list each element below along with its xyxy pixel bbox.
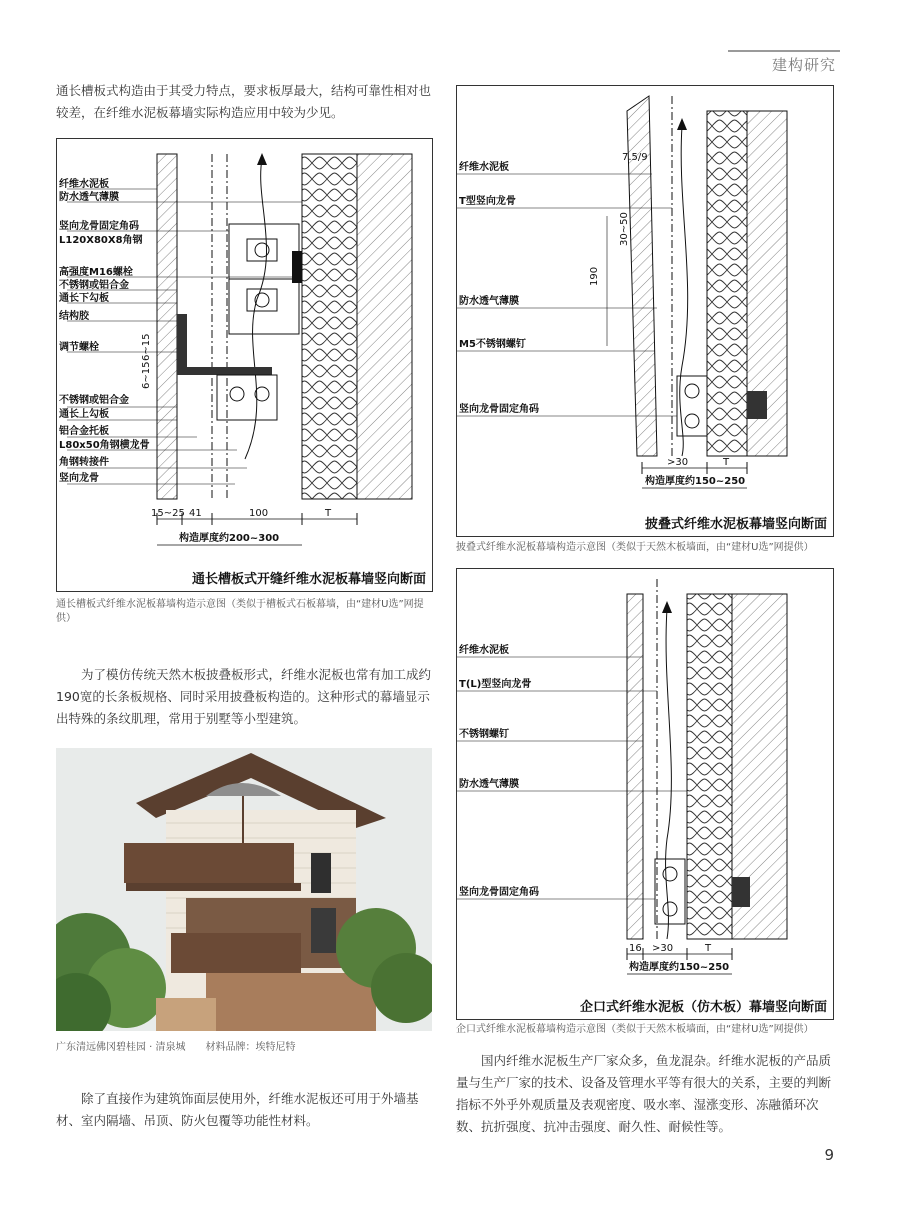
anchor-block (292, 251, 302, 283)
paragraph-lap-board: 为了模仿传统天然木板披叠板形式，纤维水泥板也常有加工成约190宽的长条板规格、同时采用披叠板构造的。这种形式的幕墙显示出特殊的条纹肌理，常用于别墅等小型建筑。 (56, 667, 432, 726)
support-plate (177, 367, 272, 375)
panel-layer (627, 594, 643, 939)
fig3-dim: >30 (652, 943, 674, 954)
figure1-title: 通长槽板式开缝纤维水泥板幕墙竖向断面 (191, 572, 426, 587)
fig1-side-dim: 6~15 (141, 333, 152, 361)
figure3-caption: 企口式纤维水泥板幕墙构造示意图（类似于天然木板墙面，由“建材U选”网提供） (456, 1024, 814, 1035)
bolt-icon (255, 387, 269, 401)
fig3-dim: 16 (629, 943, 642, 954)
paragraph-other-uses: 除了直接作为建筑饰面层使用外，纤维水泥板还可用于外墙基材、室内隔墙、吊顶、防火包覆等功能性材料。 (56, 1091, 419, 1128)
intro-paragraph: 通长槽板式构造由于其受力特点，要求板厚最大，结构可靠性相对也较差，在纤维水泥板幕墙实际构造应用中较为少见。 (56, 83, 432, 120)
fig1-label: 铝合金托板 (59, 426, 109, 437)
figure-trough-panel-section (56, 138, 433, 592)
villa-photo (56, 748, 432, 1031)
fig1-label: 结构胶 (59, 311, 89, 322)
fig2-label: 纤维水泥板 (459, 162, 509, 173)
fig1-side-dim: 6~15 (141, 361, 152, 389)
fig2-label: M5不锈钢螺钉 (459, 339, 526, 350)
fig1-label: 调节螺栓 (59, 342, 99, 353)
fig3-label: 竖向龙骨固定角码 (459, 887, 539, 898)
fig1-label: 不锈钢或铝合金 (59, 280, 129, 291)
wall-layer (357, 154, 412, 499)
fig1-dim: 100 (249, 508, 269, 519)
fig1-label: 防水透气薄膜 (59, 192, 119, 203)
bolt-icon (685, 414, 699, 428)
fig2-total: 构造厚度约150~250 (645, 476, 746, 487)
figure3-drawing (457, 569, 833, 1019)
fig1-label: 不锈钢或铝合金 (59, 395, 129, 406)
fig1-total: 构造厚度约200~300 (179, 533, 280, 544)
fig3-label: 防水透气薄膜 (459, 779, 519, 790)
fixing-bracket (655, 859, 685, 924)
arrow-head (257, 153, 267, 165)
lap-panels (627, 96, 657, 456)
fig2-label: 竖向龙骨固定角码 (459, 404, 539, 415)
section-tag: 建构研究 (768, 50, 840, 77)
fig1-dim: 15~25 (151, 508, 185, 519)
fig1-label: L120X80X8角钢 (59, 235, 143, 246)
fig1-label: 通长上勾板 (59, 409, 109, 420)
panel-layer (157, 154, 177, 499)
upper-hook (177, 314, 187, 374)
fig3-label: T(L)型竖向龙骨 (459, 679, 532, 690)
fig2-dim: >30 (667, 457, 689, 468)
figure2-title: 披叠式纤维水泥板幕墙竖向断面 (644, 517, 827, 532)
fig1-dim: 41 (189, 508, 202, 519)
paragraph-quality: 国内纤维水泥板生产厂家众多，鱼龙混杂。纤维水泥板的产品质量与生产厂家的技术、设备及管理水平等有很大的关系，主要的判断指标不外乎外观质量及表观密度、吸水率、湿涨变形、冻融循环次数、抗折强度、抗冲击强度、耐久性、耐候性等。 (456, 1053, 832, 1134)
figure2-drawing (457, 86, 833, 536)
photo-caption: 广东清远佛冈碧桂园 · 清泉城 材料品牌：埃特尼特 (56, 1042, 296, 1053)
bolt-icon (663, 867, 677, 881)
fig3-label: 不锈钢螺钉 (459, 729, 509, 740)
figure-tongue-groove-section (456, 568, 834, 1020)
figure-lap-panel-section (456, 85, 834, 537)
fig1-label: 竖向龙骨 (59, 473, 99, 484)
fig1-label: 角钢转接件 (59, 457, 109, 468)
fig3-dim: T (705, 943, 712, 954)
villa-illustration (56, 748, 432, 1031)
fig1-label: 竖向龙骨固定角码 (59, 221, 139, 232)
fixing-bracket (677, 376, 707, 436)
fig1-label: 通长下勾板 (59, 293, 109, 304)
fig2-dim: 7.5/9 (622, 152, 648, 163)
fig1-dim: T (325, 508, 332, 519)
page-number: 9 (824, 1146, 834, 1164)
fig2-label: 防水透气薄膜 (459, 296, 519, 307)
bracket-plate-top (229, 224, 299, 279)
airflow-arrow (245, 159, 267, 459)
fig1-label: 纤维水泥板 (59, 179, 109, 190)
figure3-title: 企口式纤维水泥板（仿木板）幕墙竖向断面 (579, 1000, 827, 1015)
fig2-label: T型竖向龙骨 (459, 196, 516, 207)
bolt-icon (230, 387, 244, 401)
bolt-icon (685, 384, 699, 398)
fig1-label: 高强度M16螺栓 (59, 267, 133, 278)
fig3-total: 构造厚度约150~250 (629, 962, 730, 973)
fig1-label: L80x50角钢横龙骨 (59, 440, 150, 451)
fig2-dim: T (723, 457, 730, 468)
figure1-drawing (57, 139, 432, 591)
fig2-dim: 30~50 (619, 212, 630, 246)
insulation-layer (687, 594, 732, 939)
insulation-layer (707, 111, 747, 456)
fig2-dim: 190 (589, 266, 600, 286)
insulation-layer (302, 154, 357, 499)
figure1-caption: 通长槽板式纤维水泥板幕墙构造示意图（类似于槽板式石板幕墙，由“建材U选”网提供） (56, 599, 424, 624)
bolt-icon (663, 902, 677, 916)
figure2-caption: 披叠式纤维水泥板幕墙构造示意图（类似于天然木板墙面，由“建材U选”网提供） (456, 542, 814, 553)
fig3-label: 纤维水泥板 (459, 645, 509, 656)
